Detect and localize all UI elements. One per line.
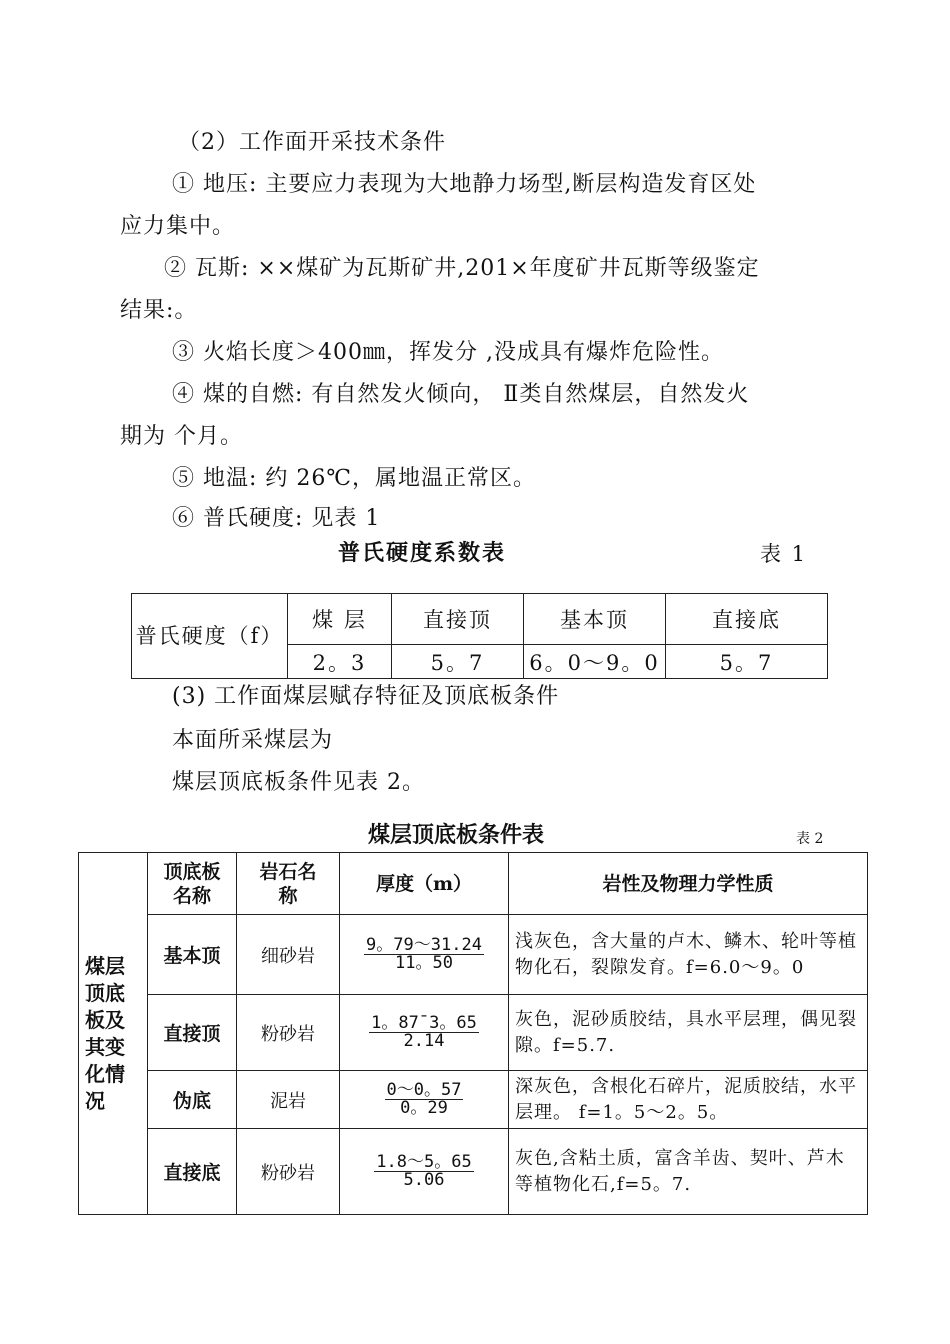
lithology-description: 浅灰色，含大量的卢木、鳞木、轮叶等植物化石，裂隙发育。f=6.0～9。0 <box>509 915 868 995</box>
paragraph-ground-temperature: ⑤ 地温: 约 26℃，属地温正常区。 <box>172 466 536 491</box>
paragraph-seam-characteristics: (3) 工作面煤层赋存特征及顶底板条件 <box>172 684 560 709</box>
thickness-fraction <box>340 995 509 1071</box>
paragraph-seam-mined: 本面所采煤层为 <box>172 728 334 753</box>
col-header-main-roof: 基本顶 <box>524 594 666 645</box>
table-row <box>79 915 868 995</box>
rock-name: 泥岩 <box>237 1071 340 1129</box>
thickness-average: 2.14 <box>403 1030 445 1051</box>
paragraph-ground-pressure: ① 地压: 主要应力表现为大地静力场型,断层构造发育区处 <box>172 172 757 197</box>
value-immediate-roof: 5。7 <box>392 645 524 679</box>
paragraph-ground-pressure-cont: 应力集中。 <box>120 214 236 239</box>
roof-floor-table <box>78 852 868 1215</box>
thickness-average: 0。29 <box>400 1097 448 1118</box>
table-row <box>79 995 868 1071</box>
layer-name: 直接顶 <box>148 995 237 1071</box>
header-thickness: 厚度（m） <box>340 853 509 915</box>
table-row <box>79 1071 868 1129</box>
header-lithology: 岩性及物理力学性质 <box>509 853 868 915</box>
paragraph-protodyakonov-hardness: ⑥ 普氏硬度: 见表 1 <box>172 506 381 531</box>
thickness-fraction <box>340 915 509 995</box>
thickness-range: 1。87ˉ3。65 <box>371 1012 477 1033</box>
col-header-coal-seam: 煤 层 <box>288 594 392 645</box>
lithology-description: 灰色，泥砂质胶结，具水平层理，偶见裂隙。f=5.7. <box>509 995 868 1071</box>
thickness-average: 5.06 <box>403 1169 445 1190</box>
paragraph-mining-conditions-heading: （2）工作面开采技术条件 <box>178 130 446 155</box>
layer-name: 基本顶 <box>148 915 237 995</box>
thickness-fraction <box>340 1071 509 1129</box>
paragraph-flame-length: ③ 火焰长度＞400㎜，挥发分 ,没成具有爆炸危险性。 <box>172 340 724 365</box>
paragraph-spontaneous-combustion-cont: 期为 个月。 <box>120 424 243 449</box>
lithology-description: 深灰色，含根化石碎片，泥质胶结，水平层理。 f=1。5～2。5。 <box>509 1071 868 1129</box>
thickness-range: 1.8～5。65 <box>376 1151 472 1172</box>
value-main-roof: 6。0～9。0 <box>524 645 666 679</box>
layer-name: 直接底 <box>148 1129 237 1215</box>
table1-number: 表 1 <box>760 542 808 566</box>
col-header-immediate-floor: 直接底 <box>666 594 828 645</box>
hardness-table <box>131 593 828 679</box>
rock-name: 细砂岩 <box>237 915 340 995</box>
table2-title: 煤层顶底板条件表 <box>368 823 545 848</box>
thickness-range: 9。79～31.24 <box>366 934 482 955</box>
paragraph-spontaneous-combustion: ④ 煤的自燃: 有自然发火倾向， Ⅱ类自然煤层，自然发火 <box>172 382 750 407</box>
paragraph-gas-cont: 结果:。 <box>120 298 198 323</box>
header-rock-name: 岩石名称 <box>237 853 340 915</box>
table-row <box>79 1129 868 1215</box>
paragraph-gas: ② 瓦斯: ××煤矿为瓦斯矿井,201×年度矿井瓦斯等级鉴定 <box>164 256 760 281</box>
header-layer-name: 顶底板名称 <box>148 853 237 915</box>
table1-title: 普氏硬度系数表 <box>338 540 507 566</box>
value-immediate-floor: 5。7 <box>666 645 828 679</box>
table2-number: 表 2 <box>796 831 824 847</box>
col-header-immediate-roof: 直接顶 <box>392 594 524 645</box>
layer-name: 伪底 <box>148 1071 237 1129</box>
hardness-row-header: 普氏硬度（f） <box>132 594 288 679</box>
thickness-fraction <box>340 1129 509 1215</box>
lithology-description: 灰色,含粘土质，富含羊齿、契叶、芦木等植物化石,f=5。7. <box>509 1129 868 1215</box>
side-label: 煤层顶底板及其变化情况 <box>79 853 148 1215</box>
paragraph-see-table2: 煤层顶底板条件见表 2。 <box>172 770 425 795</box>
rock-name: 粉砂岩 <box>237 995 340 1071</box>
rock-name: 粉砂岩 <box>237 1129 340 1215</box>
thickness-average: 11。50 <box>395 952 453 973</box>
value-coal-seam: 2。3 <box>288 645 392 679</box>
thickness-range: 0～0。57 <box>386 1079 462 1100</box>
